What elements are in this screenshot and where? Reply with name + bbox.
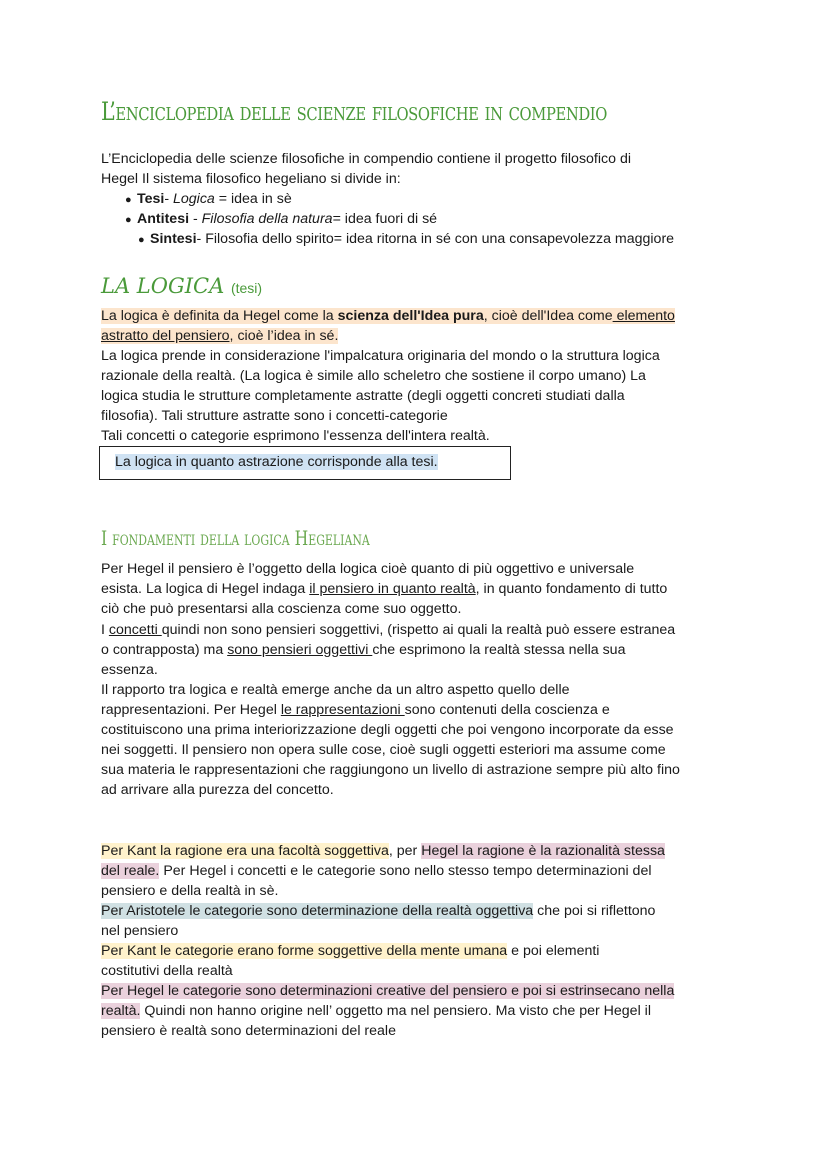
logica-line-5: logica studia le strutture completamente astratte (degli oggetti concreti studiati dalla <box>101 388 625 404</box>
fondamenti-line-6: essenza. <box>101 662 158 678</box>
fondamenti-line-7: Il rapporto tra logica e realtà emerge anche da un altro aspetto quello delle <box>101 682 570 698</box>
confronto-line-7: costitutivi della realtà <box>101 963 233 979</box>
section-heading-fondamenti: I fondamenti della logica Hegeliana <box>101 526 370 550</box>
confronto-line-10: pensiero è realtà sono determinazioni del reale <box>101 1023 396 1039</box>
summary-box-text: La logica in quanto astrazione corrisponde alla tesi. <box>115 454 438 470</box>
logica-line-6: filosofia). Tali strutture astratte sono i concetti-categorie <box>101 408 448 424</box>
logica-line-1: La logica è definita da Hegel come la scienza dell'Idea pura, cioè dell'Idea come elemento <box>101 308 675 324</box>
bullet-tesi: ● Tesi- Logica = idea in sè <box>125 189 292 210</box>
logica-line-4: razionale della realtà. (La logica è simile allo scheletro che sostiene il corpo umano) La <box>101 368 646 384</box>
bullet-icon: ● <box>125 194 132 206</box>
bullet-sintesi: ● Sintesi- Filosofia dello spirito= idea ritorna in sé con una consapevolezza maggiore <box>138 229 674 250</box>
fondamenti-line-4: I concetti quindi non sono pensieri soggettivi, (rispetto ai quali la realtà può essere estranea <box>101 622 676 638</box>
logica-line-2: astratto del pensiero, cioè l’idea in sé. <box>101 328 339 344</box>
bullet-icon: ● <box>125 214 132 226</box>
confronto-line-1: Per Kant la ragione era una facoltà soggettiva, per Hegel la ragione è la razionalità stessa <box>101 843 665 859</box>
summary-box <box>99 446 511 480</box>
confronto-line-4: Per Aristotele le categorie sono determinazione della realtà oggettiva che poi si riflettono <box>101 903 656 919</box>
confronto-line-3: pensiero e della realtà in sè. <box>101 883 279 899</box>
confronto-line-9: realtà. Quindi non hanno origine nell’ oggetto ma nel pensiero. Ma visto che per Hegel il <box>101 1003 651 1019</box>
fondamenti-line-3: ciò che può presentarsi alla coscienza come suo oggetto. <box>101 601 462 617</box>
confronto-line-8: Per Hegel le categorie sono determinazioni creative del pensiero e poi si estrinsecano nella <box>101 983 675 999</box>
fondamenti-line-11: sua materia le rappresentazioni che raggiungono un livello di astrazione sempre più alto fino <box>101 762 680 778</box>
confronto-line-6: Per Kant le categorie erano forme soggettive della mente umana e poi elementi <box>101 943 600 959</box>
confronto-line-5: nel pensiero <box>101 923 179 939</box>
bullet-icon: ● <box>138 234 145 246</box>
page-title: L’enciclopedia delle scienze filosofiche in compendio <box>101 97 607 126</box>
fondamenti-line-5: o contrapposta) ma sono pensieri oggettivi che esprimono la realtà stessa nella sua <box>101 642 626 658</box>
confronto-line-2: del reale. Per Hegel i concetti e le categorie sono nello stesso tempo determinazioni del <box>101 863 652 879</box>
fondamenti-line-10: nei soggetti. Il pensiero non opera sulle cose, cioè sugli oggetti esteriori ma assume come <box>101 742 666 758</box>
fondamenti-line-1: Per Hegel il pensiero è l’oggetto della logica cioè quanto di più oggettivo e universale <box>101 561 635 577</box>
bullet-antitesi: ● Antitesi - Filosofia della natura= idea fuori di sé <box>125 209 437 230</box>
intro-line-1: L’Enciclopedia delle scienze filosofiche in compendio contiene il progetto filosofico di <box>101 151 631 167</box>
intro-line-2: Hegel Il sistema filosofico hegeliano si divide in: <box>101 171 401 187</box>
section-heading-logica: LA LOGICA (tesi) <box>101 274 263 298</box>
fondamenti-line-8: rappresentazioni. Per Hegel le rappresentazioni sono contenuti della coscienza e <box>101 702 610 718</box>
fondamenti-line-12: ad arrivare alla purezza del concetto. <box>101 782 334 798</box>
fondamenti-line-2: esista. La logica di Hegel indaga il pensiero in quanto realtà, in quanto fondamento di tutto <box>101 581 668 597</box>
logica-line-7: Tali concetti o categorie esprimono l'essenza dell'intera realtà. <box>101 428 490 444</box>
fondamenti-line-9: costituiscono una prima interiorizzazione degli oggetti che poi vengono incorporate da esse <box>101 722 674 738</box>
logica-line-3: La logica prende in considerazione l'impalcatura originaria del mondo o la struttura logica <box>101 348 660 364</box>
